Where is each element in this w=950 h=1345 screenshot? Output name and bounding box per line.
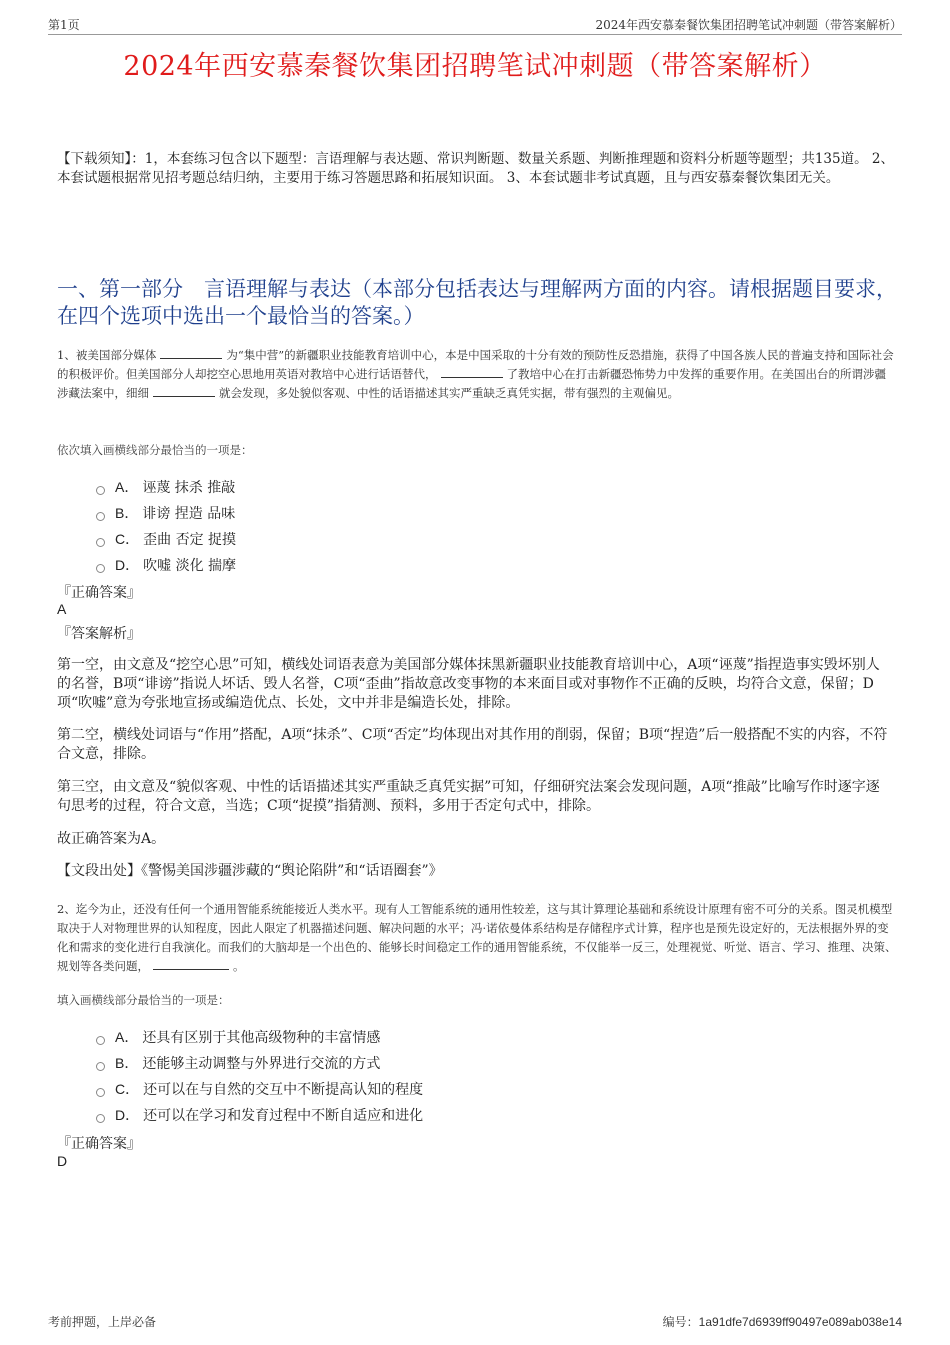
option-letter: D．	[115, 1107, 140, 1123]
option-d[interactable]	[96, 1102, 423, 1128]
option-text: 歪曲 否定 捉摸	[143, 532, 237, 548]
q1-text-part1: 1、被美国部分媒体	[57, 348, 157, 362]
q1-text-part3: 了教培中心在打击新疆恐怖势力中发挥的重要作用。在美国出台的所谓涉疆涉藏法案中，细细	[57, 367, 886, 400]
option-text: 还可以在与自然的交互中不断提高认知的程度	[143, 1082, 424, 1098]
option-b[interactable]	[96, 500, 236, 526]
radio-icon[interactable]	[96, 1062, 105, 1071]
page-header	[48, 14, 902, 35]
radio-icon[interactable]	[96, 486, 105, 495]
option-letter: A．	[115, 1029, 139, 1045]
footer-code	[663, 1313, 902, 1330]
option-text: 还能够主动调整与外界进行交流的方式	[142, 1056, 381, 1072]
q2-text-body: 2、迄今为止，还没有任何一个通用智能系统能接近人类水平。现有人工智能系统的通用性较差，这与其计算理论基础和系统设计原理有密不可分的关系。图灵机模型取决于人对物理世界的认知程度，因此人限定了机器描述问题、解决问题的水平；冯·诺依曼体系结构是存储程序式计算，程序也是预先设定好的，无法根据外界的变化和需求的变化进行自我演化。而我们的大脑却是一个出色的、能够长时间稳定工作的通用智能系统，不仅能举一反三，处理视觉、听觉、语言、学习、推理、决策、规划等各类问题，	[57, 902, 897, 973]
blank-line	[441, 366, 503, 378]
text-source: 【文段出处】《警惕美国涉疆涉藏的“舆论陷阱”和“话语圈套”》	[57, 863, 443, 879]
question-1-options	[96, 474, 236, 578]
blank-line	[160, 347, 222, 359]
q1-text-part4: 就会发现，多处貌似客观、中性的话语描述其实严重缺乏真凭实据，带有强烈的主观偏见。	[219, 386, 679, 400]
radio-icon[interactable]	[96, 1088, 105, 1097]
option-letter: B．	[115, 505, 139, 521]
question-2-text	[57, 900, 897, 976]
question-2-options	[96, 1024, 423, 1128]
option-text: 诽谤 捏造 品味	[142, 506, 236, 522]
option-letter: A．	[115, 479, 139, 495]
document-title: 2024年西安慕秦餐饮集团招聘笔试冲刺题（带答案解析）	[123, 51, 827, 82]
option-letter: C．	[115, 1081, 140, 1097]
q1-text-part2: 为“集中营”的新疆职业技能教育培训中心，本是中国采取的十分有效的预防性反恐措施，获得了中国各族人民的普遍支持和国际社会的积极评价。但美国部分人却挖空心思地用英语对教培中心进行话语替代，	[57, 348, 894, 381]
answer-value: A	[57, 601, 67, 617]
option-letter: B．	[115, 1055, 139, 1071]
option-text: 还可以在学习和发育过程中不断自适应和进化	[143, 1108, 424, 1124]
q2-text-end: 。	[233, 959, 245, 973]
footer-code-label: 编号：	[662, 1315, 699, 1329]
option-c[interactable]	[96, 1076, 423, 1102]
radio-icon[interactable]	[96, 1114, 105, 1123]
option-text: 吹嘘 淡化 揣摩	[143, 558, 237, 574]
radio-icon[interactable]	[96, 538, 105, 547]
blank-line	[153, 958, 229, 970]
option-c[interactable]	[96, 526, 236, 552]
question-1-text	[57, 346, 897, 403]
analysis-label: 『答案解析』	[57, 626, 141, 642]
analysis-conclusion: 故正确答案为A。	[57, 831, 166, 847]
footer-slogan: 考前押题，上岸必备	[48, 1315, 157, 1329]
radio-icon[interactable]	[96, 564, 105, 573]
option-a[interactable]	[96, 474, 236, 500]
radio-icon[interactable]	[96, 1036, 105, 1045]
option-d[interactable]	[96, 552, 236, 578]
section-heading: 一、第一部分 言语理解与表达（本部分包括表达与理解两方面的内容。请根据题目要求，在四个选项中选出一个最恰当的答案。）	[57, 277, 897, 328]
answer-value: D	[57, 1153, 68, 1169]
page-number: 第1页	[48, 18, 80, 32]
option-b[interactable]	[96, 1050, 423, 1076]
answer-label: 『正确答案』	[57, 585, 141, 601]
question-2-prompt: 填入画横线部分最恰当的一项是：	[57, 993, 230, 1007]
option-text: 诬蔑 抹杀 推敲	[142, 480, 236, 496]
option-letter: C．	[115, 531, 140, 547]
download-notice: 【下载须知】：1，本套练习包含以下题型：言语理解与表达题、常识判断题、数量关系题、判断推理题和资料分析题等题型；共135道。 2、本套试题根据常见招考题总结归纳，主要用于练习答题思路和拓展知识面。 3、本套试题非考试真题，且与西安慕秦餐饮集团无关。	[57, 151, 894, 186]
analysis-paragraph-3: 第三空，由文意及“貌似客观、中性的话语描述其实严重缺乏真凭实据”可知，仔细研究法案会发现问题，A项“推敲”比喻写作时逐字逐句思考的过程，符合文意，当选；C项“捉摸”指猜测、预料，多用于否定句式中，排除。	[57, 779, 880, 814]
question-1-prompt: 依次填入画横线部分最恰当的一项是：	[57, 443, 253, 457]
option-a[interactable]	[96, 1024, 423, 1050]
answer-label: 『正确答案』	[57, 1136, 141, 1152]
option-letter: D．	[115, 557, 140, 573]
analysis-paragraph-2: 第二空，横线处词语与“作用”搭配，A项“抹杀”、C项“否定”均体现出对其作用的削弱，保留；B项“捏造”后一般搭配不实的内容，不符合文意，排除。	[57, 727, 888, 762]
radio-icon[interactable]	[96, 512, 105, 521]
blank-line	[153, 385, 215, 397]
option-text: 还具有区别于其他高级物种的丰富情感	[142, 1030, 381, 1046]
header-doc-title: 2024年西安慕秦餐饮集团招聘笔试冲刺题（带答案解析）	[595, 18, 902, 32]
analysis-paragraph-1: 第一空，由文意及“挖空心思”可知，横线处词语表意为美国部分媒体抹黑新疆职业技能教育培训中心，A项“诬蔑”指捏造事实毁坏别人的名誉，B项“诽谤”指说人坏话、毁人名誉，C项“歪曲”指故意改变事物的本来面目或对事物作不正确的反映，均符合文意，保留；D项“吹嘘”意为夸张地宣扬或编造优点、长处，文中并非是编造长处，排除。	[57, 657, 880, 711]
footer-code-value: 1a91dfe7d6939ff90497e089ab038e14	[698, 1315, 902, 1329]
